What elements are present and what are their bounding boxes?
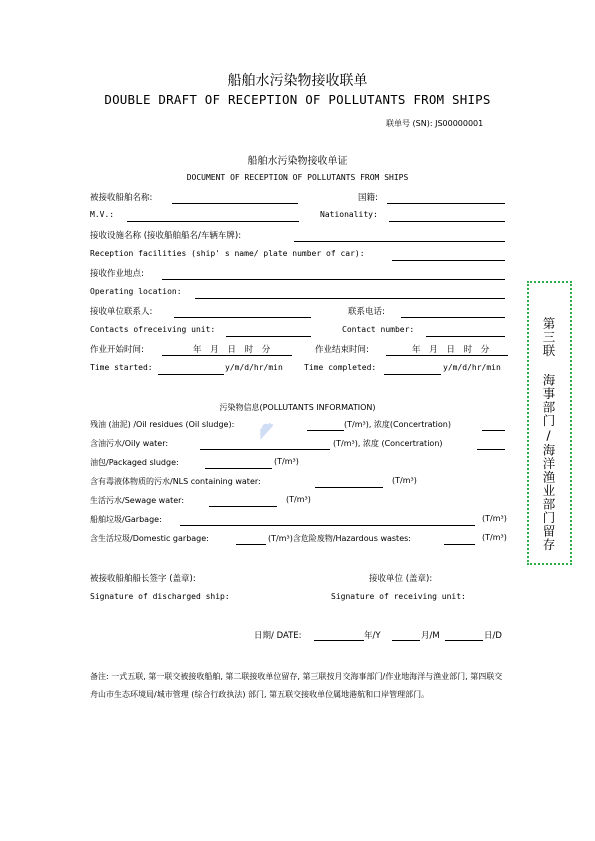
location-line-cn[interactable] [162, 279, 505, 280]
start-time-units-cn: 年 月 日 时 分 [193, 345, 271, 355]
nationality-en-line[interactable] [389, 221, 505, 222]
oily-water-line[interactable] [200, 449, 330, 450]
date-day-label: 日/D [484, 631, 502, 641]
facility-label-cn: 接收设施名称 (接收船舶船名/车辆车牌): [90, 231, 242, 241]
hazardous-wastes-line[interactable] [444, 544, 475, 545]
unit-signature-label-cn: 接收单位 (盖章): [369, 574, 433, 584]
oily-water-unit: (T/m³), 浓度 (Concertration) [333, 439, 443, 448]
domestic-garbage-label: 含生活垃圾/Domestic garbage: [90, 534, 209, 543]
contact-line-cn[interactable] [174, 317, 311, 318]
form-title-en: DOUBLE DRAFT OF RECEPTION OF POLLUTANTS FROM SHIPS [104, 92, 491, 107]
packaged-sludge-label: 油包/Packaged sludge: [90, 458, 179, 467]
date-label: 日期/ DATE: [254, 631, 302, 641]
nationality-line[interactable] [387, 203, 505, 204]
ship-name-label-cn: 被接收船舶名称: [90, 193, 153, 203]
remarks-note: 备注: 一式五联, 第一联交被接收船舶, 第二联接收单位留存, 第三联按月交海事部门/作业地海洋与渔业部门, 第四联交舟山市生态环境局/城市管理 (综合行政执法) 部门, 第五联交接收单位属地港航和口岸管理部门。 [90, 672, 503, 699]
date-month-label: 月/M [421, 631, 440, 641]
domestic-garbage-unit: (T/m³)含危险废物/Hazardous wastes: [268, 534, 411, 543]
end-time-units-cn: 年 月 日 时 分 [412, 345, 490, 355]
facility-label-en: Reception facilities (ship' s name/ plate number of car): [90, 249, 365, 258]
date-year-label: 年/Y [364, 631, 381, 641]
nationality-label-en: Nationality: [320, 210, 378, 219]
date-day-line[interactable] [445, 640, 483, 641]
contact-line-en[interactable] [226, 336, 311, 337]
certificate-title-en: DOCUMENT OF RECEPTION OF POLLUTANTS FROM SHIPS [186, 173, 409, 182]
end-time-label-cn: 作业结束时间: [315, 345, 369, 355]
location-label-cn: 接收作业地点: [90, 269, 144, 279]
copy-designation-box [527, 281, 572, 565]
location-line-en[interactable] [195, 298, 505, 299]
oily-water-concentration-line[interactable] [477, 449, 505, 450]
garbage-line[interactable] [180, 525, 475, 526]
nationality-label-cn: 国籍: [358, 193, 378, 203]
pollutants-heading: 污染物信息(POLLUTANTS INFORMATION) [219, 403, 376, 412]
sewage-unit: (T/m³) [286, 495, 311, 504]
start-time-label-en: Time started: [90, 363, 153, 372]
nls-water-unit: (T/m³) [392, 476, 417, 485]
facility-line-en[interactable] [392, 260, 505, 261]
phone-label-en: Contact number: [342, 325, 415, 334]
start-time-label-cn: 作业开始时间: [90, 345, 144, 355]
start-time-line-en[interactable] [158, 374, 224, 375]
oil-residues-unit: (T/m³), 浓度(Concertration) [344, 420, 451, 429]
mv-line[interactable] [127, 221, 299, 222]
oily-water-label: 含油污水/Oily water: [90, 439, 169, 448]
form-title-cn: 船舶水污染物接收联单 [227, 73, 368, 89]
facility-line-cn[interactable] [294, 241, 505, 242]
certificate-title-cn: 船舶水污染物接收单证 [247, 156, 348, 167]
ship-signature-label-en: Signature of discharged ship: [90, 592, 230, 601]
phone-line-en[interactable] [426, 336, 505, 337]
end-time-line-cn[interactable] [386, 355, 508, 356]
serial-number: 联单号 (SN): JS00000001 [386, 119, 484, 128]
ship-signature-label-cn: 被接收船舶船长签字 (盖章): [90, 574, 196, 584]
nls-water-line[interactable] [315, 487, 383, 488]
nls-water-label: 含有毒液体物质的污水/NLS containing water: [90, 477, 261, 486]
hazardous-wastes-unit: (T/m³) [482, 533, 507, 542]
oil-residues-concentration-line[interactable] [482, 430, 505, 431]
copy-designation-text: 第三联 海事部门/海洋渔业部门留存 [541, 317, 556, 552]
mv-label-en: M.V.: [90, 210, 115, 219]
end-time-units-en: y/m/d/hr/min [443, 363, 501, 372]
sewage-line[interactable] [209, 506, 277, 507]
phone-line-cn[interactable] [401, 317, 505, 318]
packaged-sludge-unit: (T/m³) [274, 457, 299, 466]
sewage-label: 生活污水/Sewage water: [90, 496, 185, 505]
ship-name-line[interactable] [172, 203, 298, 204]
oil-residues-label: 残油 (油泥) /Oil residues (Oil sludge): [90, 420, 235, 429]
unit-signature-label-en: Signature of receiving unit: [331, 592, 466, 601]
contact-label-en: Contacts ofreceiving unit: [90, 325, 216, 334]
phone-label-cn: 联系电话: [348, 307, 385, 317]
end-time-label-en: Time completed: [304, 363, 377, 372]
watermark-logo: ☁ [245, 411, 279, 445]
contact-label-cn: 接收单位联系人: [90, 307, 153, 317]
packaged-sludge-line[interactable] [205, 468, 272, 469]
date-month-line[interactable] [392, 640, 420, 641]
oil-residues-line[interactable] [307, 430, 344, 431]
start-time-line-cn[interactable] [162, 355, 292, 356]
domestic-garbage-line[interactable] [236, 544, 266, 545]
garbage-label: 船舶垃圾/Garbage: [90, 515, 162, 524]
end-time-line-en[interactable] [384, 374, 441, 375]
garbage-unit: (T/m³) [482, 514, 507, 523]
date-year-line[interactable] [314, 640, 364, 641]
start-time-units-en: y/m/d/hr/min [225, 363, 283, 372]
location-label-en: Operating location: [90, 287, 182, 296]
